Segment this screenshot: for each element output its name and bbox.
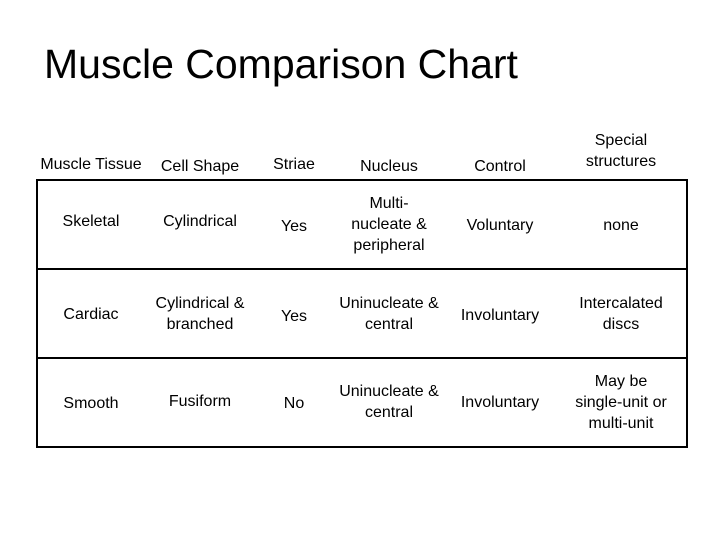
- cell-nucleus: Uninucleate & central: [339, 295, 439, 333]
- cell-striae: Yes: [280, 307, 308, 325]
- cell-nucleus: Multi-nucleate & peripheral: [351, 194, 427, 254]
- cell-control: Involuntary: [460, 306, 540, 324]
- table-rule: [686, 179, 688, 448]
- header-nucleus: Nucleus: [360, 158, 418, 175]
- cell-shape: Cylindrical: [163, 212, 237, 230]
- cell-shape: Cylindrical & branched: [155, 295, 245, 333]
- cell-shape: Fusiform: [168, 392, 232, 410]
- table-rule: [36, 179, 688, 181]
- header-cell-shape: Cell Shape: [160, 158, 240, 175]
- slide-title: Muscle Comparison Chart: [44, 41, 518, 87]
- cell-special-structures: May be single-unit or multi-unit: [575, 372, 667, 432]
- header-control: Control: [474, 158, 526, 175]
- table-rule: [36, 179, 38, 448]
- table-rule: [36, 446, 688, 448]
- cell-control: Voluntary: [466, 216, 534, 234]
- cell-special-structures: Intercalated discs: [579, 295, 663, 333]
- header-muscle-tissue: Muscle Tissue: [40, 156, 142, 173]
- table-rule: [36, 357, 688, 359]
- header-special-structures: Special structures: [585, 132, 657, 170]
- cell-striae: Yes: [280, 217, 308, 235]
- header-striae: Striae: [273, 156, 315, 173]
- table-rule: [36, 268, 688, 270]
- cell-tissue: Smooth: [63, 394, 119, 412]
- cell-tissue: Skeletal: [62, 212, 120, 230]
- cell-special-structures: none: [603, 216, 639, 234]
- cell-tissue: Cardiac: [63, 305, 119, 323]
- cell-nucleus: Uninucleate & central: [339, 383, 439, 421]
- cell-striae: No: [283, 394, 305, 412]
- cell-control: Involuntary: [460, 393, 540, 411]
